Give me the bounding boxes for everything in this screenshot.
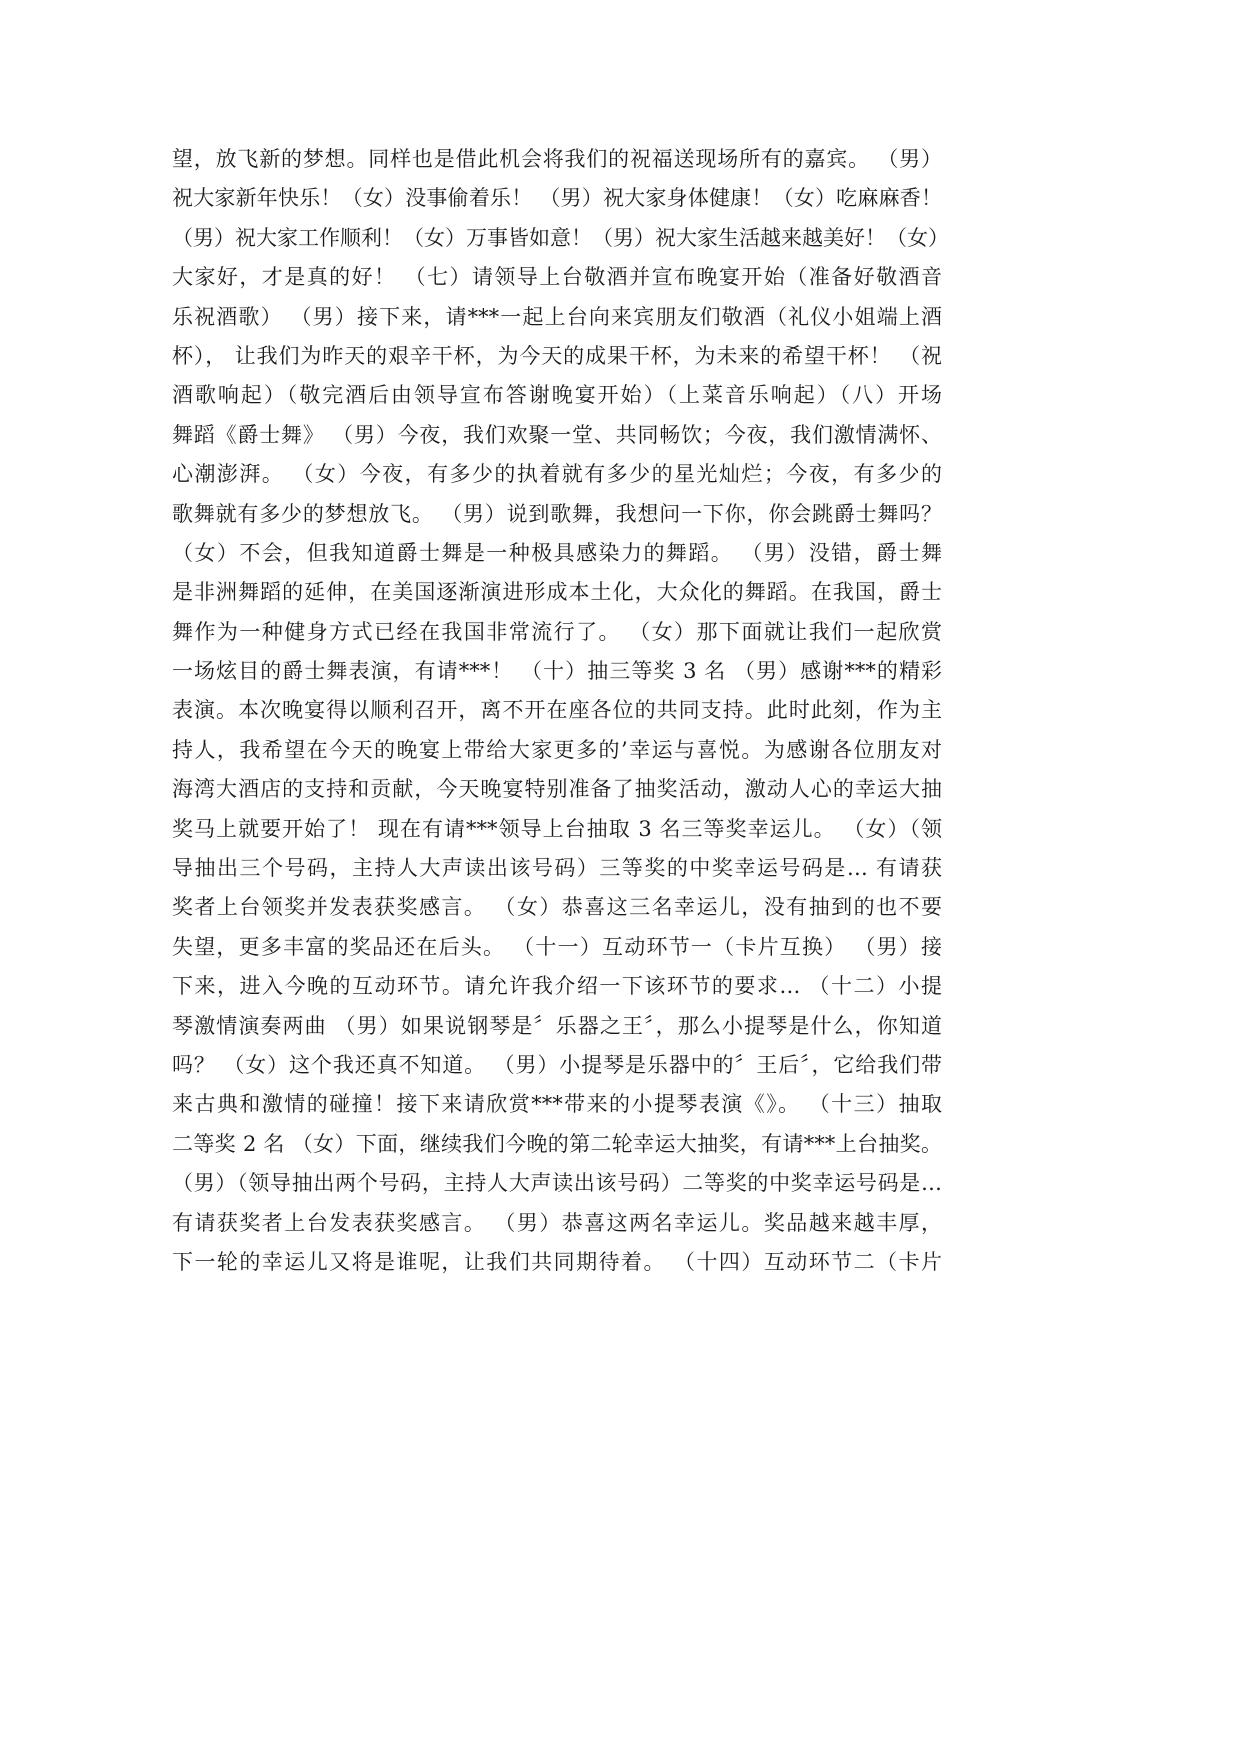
text-line: 表演。本次晚宴得以顺利召开，离不开在座各位的共同支持。此时此刻，作为主 <box>172 698 942 723</box>
text-line: 是非洲舞蹈的延伸，在美国逐渐演进形成本土化，大众化的舞蹈。在我国，爵士 <box>172 580 942 605</box>
text-line: 舞蹈《爵士舞》 （男）今夜，我们欢聚一堂、共同畅饮；今夜，我们激情满怀、 <box>172 422 942 447</box>
text-line: 来古典和激情的碰撞！接下来请欣赏***带来的小提琴表演《》。 （十三）抽取 <box>172 1092 942 1117</box>
text-line: 奖马上就要开始了！ 现在有请***领导上台抽取 3 名三等奖幸运儿。 （女）（领 <box>172 816 942 841</box>
text-line: 有请获奖者上台发表获奖感言。 （男）恭喜这两名幸运儿。奖品越来越丰厚， <box>172 1210 942 1235</box>
text-line: 奖者上台领奖并发表获奖感言。 （女）恭喜这三名幸运儿，没有抽到的也不要 <box>172 895 942 920</box>
text-line: 舞作为一种健身方式已经在我国非常流行了。 （女）那下面就让我们一起欣赏 <box>172 619 942 644</box>
text-line: 持人，我希望在今天的晚宴上带给大家更多的’幸运与喜悦。为感谢各位朋友对 <box>172 737 942 762</box>
text-line: 海湾大酒店的支持和贡献，今天晚宴特别准备了抽奖活动，激动人心的幸运大抽 <box>172 777 942 802</box>
text-line: （男）（领导抽出两个号码，主持人大声读出该号码）二等奖的中奖幸运号码是… <box>172 1171 942 1196</box>
text-line: 导抽出三个号码，主持人大声读出该号码）三等奖的中奖幸运号码是… 有请获 <box>172 856 942 881</box>
text-line: 酒歌响起）（敬完酒后由领导宣布答谢晚宴开始）（上菜音乐响起）（八）开场 <box>172 383 942 408</box>
text-line: 望，放飞新的梦想。同样也是借此机会将我们的祝福送现场所有的嘉宾。 （男） <box>172 147 942 171</box>
text-line: 二等奖 2 名 （女）下面，继续我们今晚的第二轮幸运大抽奖，有请***上台抽奖。 <box>172 1131 942 1156</box>
text-line: （女）不会，但我知道爵士舞是一种极具感染力的舞蹈。 （男）没错，爵士舞 <box>172 540 942 565</box>
text-line: 失望，更多丰富的奖品还在后头。 （十一）互动环节一（卡片互换） （男）接 <box>172 934 942 959</box>
text-line: 歌舞就有多少的梦想放飞。 （男）说到歌舞，我想问一下你，你会跳爵士舞吗？ <box>172 501 942 526</box>
text-line: 下一轮的幸运儿又将是谁呢，让我们共同期待着。 （十四）互动环节二（卡片 <box>172 1249 942 1274</box>
body-text <box>172 140 949 1282</box>
text-line: 乐祝酒歌） （男）接下来，请***一起上台向来宾朋友们敬酒（礼仪小姐端上酒 <box>172 304 942 329</box>
text-line: 大家好，才是真的好！ （七）请领导上台敬酒并宣布晚宴开始（准备好敬酒音 <box>172 265 942 290</box>
text-line: 祝大家新年快乐！（女）没事偷着乐！ （男）祝大家身体健康！（女）吃麻麻香！ <box>172 186 942 211</box>
text-line: 一场炫目的爵士舞表演，有请***！ （十）抽三等奖 3 名 （男）感谢***的精彩 <box>172 659 942 684</box>
text-line: 心潮澎湃。 （女）今夜，有多少的执着就有多少的星光灿烂；今夜，有多少的 <box>172 462 942 487</box>
text-line: （男）祝大家工作顺利！（女）万事皆如意！（男）祝大家生活越来越美好！（女） <box>172 225 949 250</box>
text-line: 琴激情演奏两曲 （男）如果说钢琴是〞乐器之王〞，那么小提琴是什么，你知道 <box>172 1013 942 1038</box>
text-line: 杯）， 让我们为昨天的艰辛干杯，为今天的成果干杯，为未来的希望干杯！ （祝 <box>172 343 942 368</box>
text-line: 吗？ （女）这个我还真不知道。 （男）小提琴是乐器中的〞王后〞，它给我们带 <box>172 1052 942 1077</box>
text-line: 下来，进入今晚的互动环节。请允许我介绍一下该环节的要求… （十二）小提 <box>172 974 942 999</box>
